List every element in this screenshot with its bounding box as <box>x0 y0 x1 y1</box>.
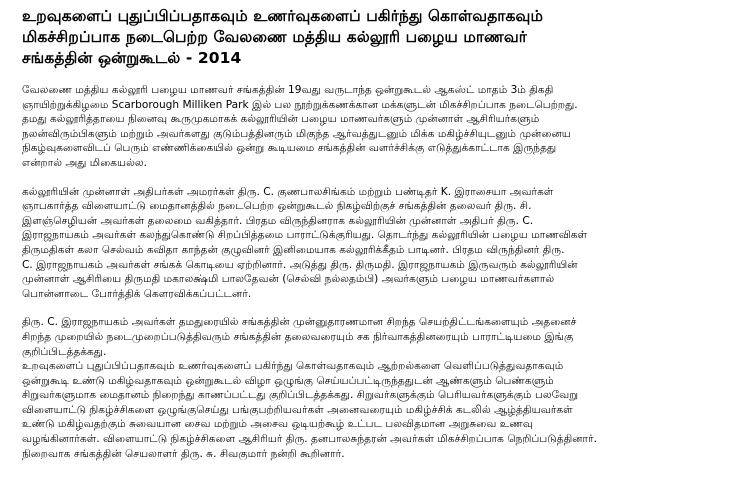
paragraph-line: இராஜநாயகம் அவர்கள் கலந்துகொண்டு சிறப்பித்தமை பாராட்டுக்குரியது. தொடர்ந்து கல்லூரியின் பழைய மாணவிகள் <box>22 229 588 242</box>
document <box>22 6 722 475</box>
paragraph-4 <box>22 359 722 461</box>
paragraph-line: வழங்கினார்கள். விளையாட்டு நிகழ்ச்சிகளை ஆசிரியர் திரு. தனபாலசுந்தரன் அவர்கள் மிகச்சிறப்பாக நெறிப்படுத்தினார். <box>22 433 597 446</box>
paragraph-line: கல்லூரியின் முன்னாள் அதிபர்கள் அமரர்கள் திரு. C. குணபாலசிங்கம் மற்றும் பண்டிதர் K. இராசையா அவர்கள் <box>22 185 554 198</box>
paragraph-line: நிறைவாக சங்கத்தின் செயலாளர் திரு. சு. சிவகுமார் நன்றி கூறினார். <box>22 447 345 460</box>
paragraph-line: நலன்விரும்பிகளும் மற்றும் அவர்களது குடும்பத்தினரும் மிகுந்த ஆர்வத்துடனும் மிக்க மகிழ்ச்சியுடனும் முன்னைய <box>22 127 571 140</box>
paragraph-line: குறிப்பிடத்தக்கது. <box>22 345 107 358</box>
paragraph-line: என்றால் அது மிகையல்ல. <box>22 156 148 169</box>
paragraph-line: திருமதிகள் கலா செல்வம் கவிதா காந்தன் குழுவினர் இனிமையாக கல்லூரிக்கீதம் பாடினர். பிரதம விருந்தினர் திரு. <box>22 243 565 256</box>
paragraph-line: உறவுகளைப் புதுப்பிப்பதாகவும் உணர்வுகளைப் பகிர்ந்து கொள்வதாகவும் ஆற்றல்களை வெளிப்படுத்துவதாகவும் <box>22 360 564 373</box>
title-line: உறவுகளைப் புதுப்பிப்பதாகவும் உணர்வுகளைப் பகிர்ந்து கொள்வதாகவும் <box>22 7 544 25</box>
paragraph-line: ஞாபகார்த்த விளையாட்டு மைதானத்தில் நடைபெற்ற ஒன்றுகூடல் நிகழ்விற்குச் சங்கத்தின் தலைவர் திரு. சி. <box>22 200 532 213</box>
paragraph-line: விளையாட்டு நிகழ்ச்சிகளை ஒழுங்குசெய்து பங்குபற்றியவர்கள் அனைவரையும் மகிழ்ச்சிக் கடலில் ஆழ்த்தியவர்கள் <box>22 403 573 416</box>
paragraph-line: முன்னாள் ஆசிரியை திருமதி மகாலக்ஷ்மி பாலதேவன் (செல்வி நல்லதம்பி) அவர்களும் பழைய மாணவர்களால் <box>22 273 555 286</box>
paragraph-2 <box>22 185 722 302</box>
article-title <box>22 6 722 69</box>
paragraph-line: C. இராஜநாயகம் அவர்கள் சங்கக் கொடியை ஏற்றினார். அடுத்து திரு. திருமதி. இராஜநாயகம் இருவரும் கல்லூரியின் <box>22 258 578 271</box>
title-line: மிகச்சிறப்பாக நடைபெற்ற வேலணை மத்திய கல்லூரி பழைய மாணவர் <box>22 28 527 46</box>
paragraph-line: நிகழ்வுகளைவிடப் பெரும் எண்ணிக்கையில் ஒன்று கூடியமை சங்கத்தின் வளர்ச்சிக்கு எடுத்துக்காட்டாக இருந்தது <box>22 142 557 155</box>
paragraph-line: சிறுவர்களுமாக மைதானம் நிறைந்து காணப்பட்டது குறிப்பிடத்தக்கது. சிறுவர்களுக்கும் பெரியவர்களுக்கும் பலவேறு <box>22 389 579 402</box>
paragraph-line: திரு. C. இராஜநாயகம் அவர்கள் தமதுரையில் சங்கத்தின் முன்னுதாரணமான சிறந்த செயற்திட்டங்களையும் அதனைச் <box>22 316 577 329</box>
paragraph-line: பொன்னாடை போர்த்திக் கௌரவிக்கப்பட்டனர். <box>22 287 252 300</box>
paragraph-line: ஒன்றுகூடி உண்டு மகிழ்வதாகவும் ஒன்றுகூடல் விழா ஒழுங்கு செய்யப்பட்டிருந்ததுடன் ஆண்களும் பெண்களும் <box>22 374 554 387</box>
title-line: சங்கத்தின் ஒன்றுகூடல் - 2014 <box>22 49 242 67</box>
paragraph-line: வேலணை மத்திய கல்லூரி பழைய மாணவர் சங்கத்தின் 19வது வருடாந்த ஒன்றுகூடல் ஆகஸ்ட் மாதம் 3ம் திகதி <box>22 84 554 96</box>
paragraph-3 <box>22 315 722 359</box>
paragraph-line: இளஞ்செழியன் அவர்கள் தலைமை வகித்தார். பிரதம விருந்தினராக கல்லூரியின் முன்னாள் அதிபர் திரு. C. <box>22 214 534 227</box>
paragraph-line: ஞாயிற்றுக்கிழமை Scarborough Milliken Park இல் பல நூற்றுக்கணக்கான மக்களுடன் மிகச்சிறப்பாக நடைபெற்றது. <box>22 98 578 111</box>
paragraph-line: உண்டு மகிழ்வதற்கும் சுவையான சைவ மற்றும் அசைவ ஒடியற்கூழ் உட்பட பலவிதமான அறுசுவை உணவு <box>22 418 533 431</box>
paragraph-line: சிறந்த முறையில் நடைமுறைப்படுத்திவரும் சங்கத்தின் தலைவரையும் சக நிர்வாகத்தினரையும் பாராட்டியமை இங்கு <box>22 330 574 343</box>
paragraph-line: தமது கல்லூரித்தாயை நினைவு கூருமுகமாகக் கல்லூரியின் பழைய மாணவர்களும் முன்னாள் ஆசிரியர்களும் <box>22 113 540 126</box>
paragraph-1 <box>22 83 722 171</box>
